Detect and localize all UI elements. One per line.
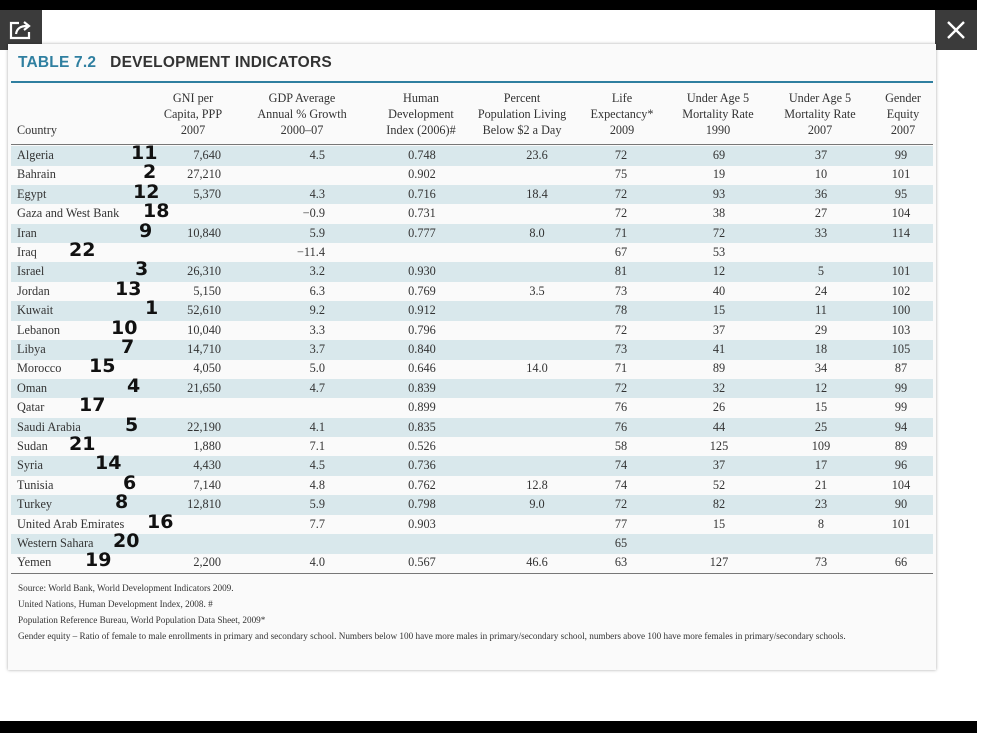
handwritten-rank: 10 <box>111 316 138 339</box>
cell-country: Israel <box>17 264 45 279</box>
cell-hdi: 0.840 <box>408 342 436 356</box>
cell-gni: 5,370 <box>193 186 221 201</box>
table-row <box>11 530 933 554</box>
cell-gni: 21,650 <box>187 380 221 395</box>
note-gender-equity: Gender equity – Ratio of female to male enrollments in primary and secondary school. Numbers below 100 have more males in primary/secondary school, numbers above 100 have more females in primary/secondary schools. <box>18 631 846 641</box>
cell-gdp: 5.0 <box>309 361 325 376</box>
handwritten-rank: 21 <box>69 433 96 455</box>
cell-hdi: 0.567 <box>408 555 436 570</box>
cell-hdi: 0.798 <box>408 497 436 512</box>
cell-u5-mortality-2007: 12 <box>814 380 828 395</box>
cell-hdi: 0.796 <box>408 322 436 337</box>
cell-gdp: 4.1 <box>309 419 325 434</box>
cell-country: Saudi Arabia <box>17 419 81 434</box>
cell-u5-mortality-1990: 38 <box>712 206 726 221</box>
table-row <box>11 297 933 321</box>
cell-gender-equity: 99 <box>894 380 908 395</box>
handwritten-rank: 1 <box>145 297 159 320</box>
cell-gdp: 4.0 <box>309 555 325 570</box>
cell-poverty: 9.0 <box>529 497 545 512</box>
table-row <box>11 549 933 573</box>
table-row <box>11 355 933 379</box>
cell-gender-equity: 99 <box>894 148 908 162</box>
handwritten-rank: 3 <box>135 258 149 281</box>
cell-country: Kuwait <box>17 303 54 318</box>
cell-u5-mortality-2007: 37 <box>814 148 828 162</box>
cell-u5-mortality-1990: 44 <box>712 419 726 434</box>
cell-hdi: 0.835 <box>408 419 436 434</box>
cell-life-expectancy: 72 <box>614 206 628 221</box>
cell-u5-mortality-2007: 17 <box>814 458 828 473</box>
cell-gdp: 4.3 <box>309 186 325 201</box>
cell-u5-mortality-1990: 93 <box>712 186 726 201</box>
close-icon <box>945 19 967 41</box>
handwritten-rank: 16 <box>147 510 174 533</box>
handwritten-rank: 5 <box>125 413 139 436</box>
cell-life-expectancy: 73 <box>614 342 628 356</box>
table-row <box>11 413 933 438</box>
cell-u5-mortality-1990: 19 <box>712 167 726 182</box>
table-row <box>11 374 933 399</box>
handwritten-rank: 9 <box>139 219 153 242</box>
share-icon <box>8 19 34 41</box>
handwritten-rank: 12 <box>133 180 160 203</box>
cell-hdi: 0.646 <box>408 361 436 376</box>
cell-poverty: 3.5 <box>529 283 545 298</box>
cell-gni: 12,810 <box>187 497 221 512</box>
cell-life-expectancy: 76 <box>614 419 628 434</box>
cell-country: Western Sahara <box>17 536 94 550</box>
cell-country: Yemen <box>17 555 52 570</box>
cell-life-expectancy: 73 <box>614 283 628 298</box>
title-rule <box>11 81 933 83</box>
cell-u5-mortality-2007: 34 <box>814 361 828 376</box>
cell-u5-mortality-2007: 8 <box>817 516 825 531</box>
cell-country: Algeria <box>17 148 54 162</box>
cell-life-expectancy: 71 <box>614 225 628 240</box>
note-source-prb: Population Reference Bureau, World Population Data Sheet, 2009* <box>18 615 266 625</box>
cell-u5-mortality-1990: 69 <box>712 148 726 162</box>
handwritten-rank: 19 <box>85 549 112 572</box>
cell-gender-equity: 103 <box>891 322 911 337</box>
column-header-poverty: Percent Population Living Below $2 a Day <box>477 91 567 137</box>
cell-u5-mortality-2007: 27 <box>814 206 828 221</box>
cell-hdi: 0.899 <box>408 400 436 415</box>
cell-life-expectancy: 63 <box>614 555 628 570</box>
cell-country: Iraq <box>17 245 37 259</box>
cell-gender-equity: 102 <box>891 283 911 298</box>
cell-gdp: 7.1 <box>309 439 325 453</box>
cell-u5-mortality-2007: 15 <box>814 400 828 415</box>
cell-gdp: −11.4 <box>297 245 325 259</box>
cell-life-expectancy: 74 <box>614 458 628 473</box>
cell-u5-mortality-2007: 109 <box>811 439 831 453</box>
cell-gni: 10,840 <box>187 225 221 240</box>
cell-life-expectancy: 72 <box>614 497 628 512</box>
cell-gender-equity: 99 <box>894 400 908 415</box>
cell-gender-equity: 94 <box>894 419 908 434</box>
column-header-life: Life Expectancy* 2009 <box>590 91 654 137</box>
column-header-gni: GNI per Capita, PPP 2007 <box>163 91 223 137</box>
cell-gdp: −0.9 <box>302 206 325 221</box>
cell-u5-mortality-2007: 24 <box>814 283 828 298</box>
cell-poverty: 12.8 <box>526 477 548 492</box>
cell-life-expectancy: 65 <box>614 536 628 550</box>
handwritten-rank: 20 <box>113 530 140 552</box>
cell-life-expectancy: 72 <box>614 322 628 337</box>
cell-gender-equity: 87 <box>894 361 908 376</box>
cell-u5-mortality-1990: 12 <box>712 264 726 279</box>
column-header-u5-2007: Under Age 5 Mortality Rate 2007 <box>784 91 856 137</box>
cell-gni: 5,150 <box>193 283 221 298</box>
cell-hdi: 0.930 <box>408 264 436 279</box>
cell-u5-mortality-1990: 15 <box>712 303 726 318</box>
column-header-gdp: GDP Average Annual % Growth 2000–07 <box>257 91 347 137</box>
close-button[interactable] <box>935 10 977 50</box>
top-bar <box>0 0 977 10</box>
cell-life-expectancy: 67 <box>614 245 628 259</box>
cell-gni: 10,040 <box>187 322 221 337</box>
cell-life-expectancy: 72 <box>614 148 628 162</box>
cell-life-expectancy: 72 <box>614 186 628 201</box>
cell-country: Syria <box>17 458 43 473</box>
cell-life-expectancy: 76 <box>614 400 628 415</box>
table-row <box>11 452 933 476</box>
cell-gni: 26,310 <box>187 264 221 279</box>
cell-u5-mortality-1990: 37 <box>712 458 726 473</box>
cell-gni: 7,140 <box>193 477 221 492</box>
cell-hdi: 0.912 <box>408 303 436 318</box>
cell-gni: 2,200 <box>193 555 221 570</box>
table-title <box>18 54 332 72</box>
cell-u5-mortality-2007: 36 <box>814 186 828 201</box>
cell-country: Jordan <box>17 283 50 298</box>
cell-u5-mortality-1990: 40 <box>712 283 726 298</box>
bottom-bar <box>0 721 977 733</box>
cell-gdp: 5.9 <box>309 497 325 512</box>
cell-gni: 7,640 <box>193 148 221 162</box>
cell-gender-equity: 89 <box>894 439 908 453</box>
cell-life-expectancy: 74 <box>614 477 628 492</box>
cell-hdi: 0.731 <box>408 206 436 221</box>
cell-poverty: 18.4 <box>526 186 548 201</box>
cell-u5-mortality-1990: 82 <box>712 497 726 512</box>
table-row <box>11 433 933 457</box>
cell-gni: 4,430 <box>193 458 221 473</box>
cell-country: Turkey <box>17 497 53 512</box>
table-heading: DEVELOPMENT INDICATORS <box>110 54 332 71</box>
cell-gdp: 3.3 <box>309 322 325 337</box>
cell-gdp: 7.7 <box>309 516 325 531</box>
cell-u5-mortality-1990: 125 <box>709 439 729 453</box>
cell-country: Libya <box>17 342 46 356</box>
cell-u5-mortality-2007: 25 <box>814 419 828 434</box>
cell-gender-equity: 66 <box>894 555 908 570</box>
cell-country: Sudan <box>17 439 48 453</box>
cell-gdp: 4.5 <box>309 148 325 162</box>
cell-life-expectancy: 72 <box>614 380 628 395</box>
cell-country: Qatar <box>17 400 45 415</box>
cell-gdp: 4.8 <box>309 477 325 492</box>
table-row <box>11 219 933 244</box>
cell-u5-mortality-1990: 89 <box>712 361 726 376</box>
cell-u5-mortality-2007: 5 <box>817 264 825 279</box>
cell-life-expectancy: 81 <box>614 264 628 279</box>
cell-gni: 1,880 <box>193 439 221 453</box>
cell-life-expectancy: 71 <box>614 361 628 376</box>
column-header-gender: Gender Equity 2007 <box>885 91 921 137</box>
handwritten-rank: 22 <box>69 239 96 261</box>
cell-hdi: 0.777 <box>408 225 436 240</box>
cell-u5-mortality-1990: 37 <box>712 322 726 337</box>
cell-poverty: 23.6 <box>526 148 548 162</box>
handwritten-rank: 11 <box>131 142 158 164</box>
table-row <box>11 394 933 418</box>
cell-country: Tunisia <box>17 477 54 492</box>
cell-hdi: 0.902 <box>408 167 436 182</box>
cell-u5-mortality-2007: 23 <box>814 497 828 512</box>
cell-u5-mortality-1990: 26 <box>712 400 726 415</box>
cell-gender-equity: 90 <box>894 497 908 512</box>
cell-life-expectancy: 78 <box>614 303 628 318</box>
cell-u5-mortality-1990: 127 <box>709 555 729 570</box>
cell-u5-mortality-2007: 18 <box>814 342 828 356</box>
cell-hdi: 0.839 <box>408 380 436 395</box>
handwritten-rank: 17 <box>79 394 106 417</box>
cell-gender-equity: 101 <box>891 264 911 279</box>
table-row <box>11 510 933 535</box>
handwritten-rank: 15 <box>89 355 116 378</box>
cell-gdp: 9.2 <box>309 303 325 318</box>
table-row <box>11 258 933 282</box>
handwritten-rank: 14 <box>95 452 122 475</box>
cell-poverty: 14.0 <box>526 361 548 376</box>
note-source-un: United Nations, Human Development Index, 2008. # <box>18 599 213 609</box>
cell-gni: 22,190 <box>187 419 221 434</box>
column-header-country: Country <box>17 123 57 137</box>
cell-gdp: 3.2 <box>309 264 325 279</box>
handwritten-rank: 6 <box>123 471 137 494</box>
cell-life-expectancy: 75 <box>614 167 628 182</box>
handwritten-rank: 4 <box>127 374 141 397</box>
cell-gni: 14,710 <box>187 342 221 356</box>
cell-u5-mortality-2007: 29 <box>814 322 828 337</box>
cell-gender-equity: 95 <box>894 186 908 201</box>
cell-hdi: 0.748 <box>408 148 436 162</box>
cell-gender-equity: 101 <box>891 516 911 531</box>
column-header-hdi: Human Development Index (2006)# <box>386 91 456 137</box>
cell-gender-equity: 104 <box>891 206 911 221</box>
cell-u5-mortality-2007: 73 <box>814 555 828 570</box>
cell-u5-mortality-2007: 33 <box>814 225 828 240</box>
cell-gni: 27,210 <box>187 167 221 182</box>
cell-poverty: 8.0 <box>529 225 545 240</box>
document-page <box>8 44 936 670</box>
cell-gender-equity: 96 <box>894 458 908 473</box>
table-row <box>11 336 933 360</box>
table-row <box>11 471 933 496</box>
handwritten-rank: 7 <box>121 336 135 358</box>
handwritten-rank: 18 <box>143 200 170 223</box>
cell-u5-mortality-2007: 10 <box>814 167 828 182</box>
cell-country: Gaza and West Bank <box>17 206 120 221</box>
column-header-u5-1990: Under Age 5 Mortality Rate 1990 <box>682 91 754 137</box>
cell-u5-mortality-2007: 21 <box>814 477 828 492</box>
cell-u5-mortality-1990: 32 <box>712 380 726 395</box>
cell-gender-equity: 105 <box>891 342 911 356</box>
cell-hdi: 0.769 <box>408 283 436 298</box>
cell-u5-mortality-1990: 52 <box>712 477 726 492</box>
handwritten-rank: 2 <box>143 161 157 184</box>
cell-u5-mortality-2007: 11 <box>815 303 827 318</box>
cell-country: Bahrain <box>17 167 56 182</box>
table-number: TABLE 7.2 <box>18 54 97 71</box>
cell-country: Iran <box>17 225 37 240</box>
cell-gender-equity: 114 <box>892 225 910 240</box>
cell-gni: 4,050 <box>193 361 221 376</box>
cell-hdi: 0.762 <box>408 477 436 492</box>
cell-gdp: 6.3 <box>309 283 325 298</box>
cell-gender-equity: 101 <box>891 167 911 182</box>
cell-u5-mortality-1990: 72 <box>712 225 726 240</box>
cell-u5-mortality-1990: 15 <box>712 516 726 531</box>
table-notes <box>18 580 918 642</box>
cell-poverty: 46.6 <box>526 555 548 570</box>
footer-rule <box>11 573 933 574</box>
cell-hdi: 0.903 <box>408 516 436 531</box>
handwritten-rank: 8 <box>115 491 129 514</box>
cell-life-expectancy: 58 <box>614 439 628 453</box>
cell-gdp: 4.5 <box>309 458 325 473</box>
table-row <box>11 316 933 341</box>
cell-gdp: 4.7 <box>309 380 325 395</box>
cell-u5-mortality-1990: 53 <box>712 245 726 259</box>
cell-life-expectancy: 77 <box>614 516 628 531</box>
cell-gni: 52,610 <box>187 303 221 318</box>
cell-gdp: 5.9 <box>309 225 325 240</box>
cell-gdp: 3.7 <box>309 342 325 356</box>
right-gutter <box>977 0 1001 733</box>
cell-hdi: 0.526 <box>408 439 436 453</box>
cell-hdi: 0.716 <box>408 186 436 201</box>
handwritten-rank: 13 <box>115 277 142 300</box>
cell-country: Morocco <box>17 361 62 376</box>
note-source-worldbank: Source: World Bank, World Development Indicators 2009. <box>18 583 234 593</box>
table-row <box>11 239 933 263</box>
cell-gender-equity: 104 <box>891 477 911 492</box>
cell-country: Oman <box>17 380 48 395</box>
cell-hdi: 0.736 <box>408 458 436 473</box>
cell-country: Lebanon <box>17 322 61 337</box>
cell-u5-mortality-1990: 41 <box>712 342 726 356</box>
cell-country: Egypt <box>17 186 47 201</box>
cell-country: United Arab Emirates <box>17 516 125 531</box>
cell-gender-equity: 100 <box>891 303 911 318</box>
